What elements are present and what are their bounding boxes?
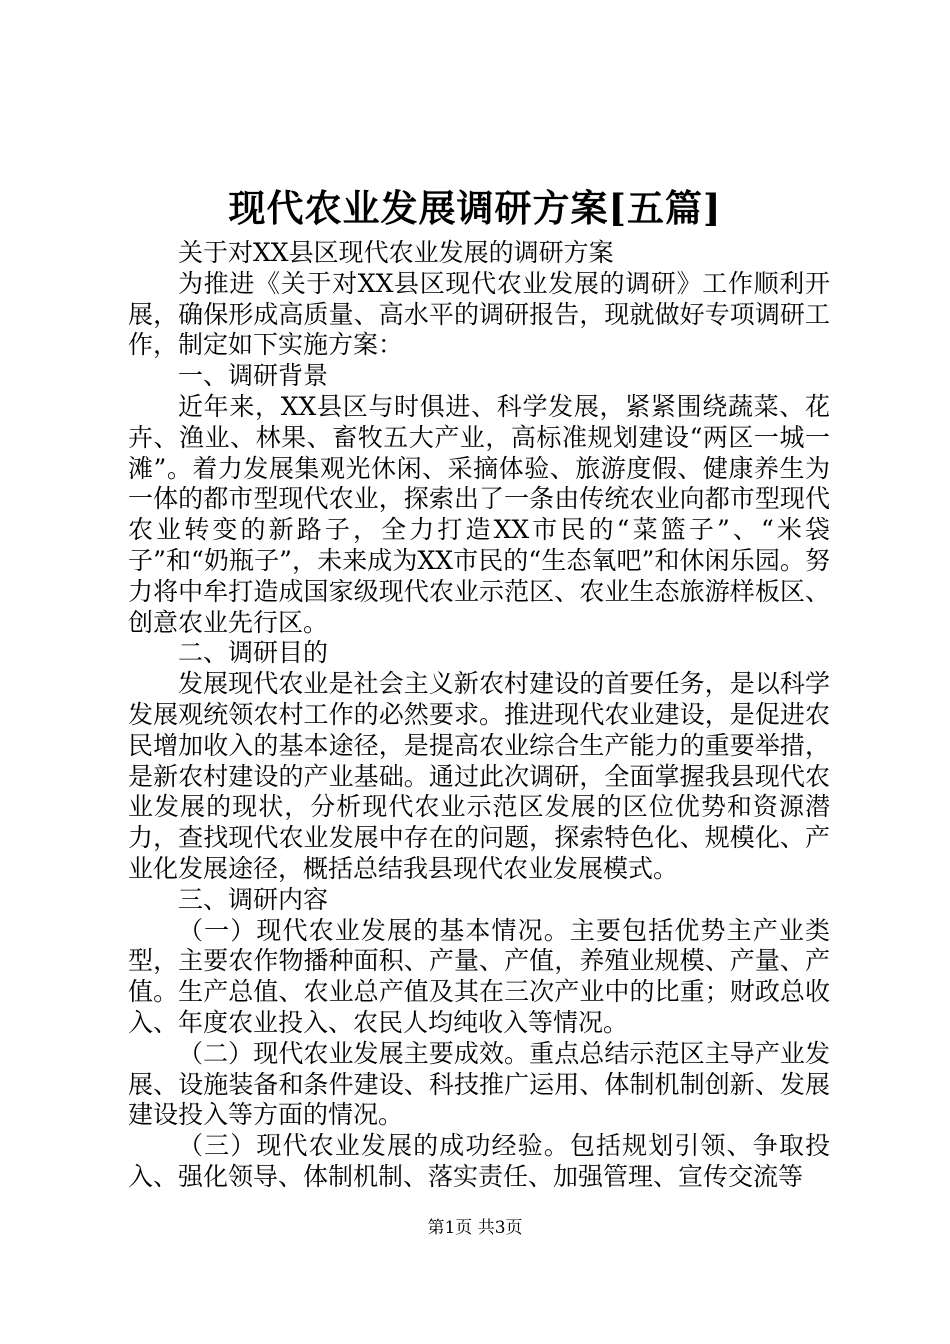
document-title: 现代农业发展调研方案[五篇] bbox=[228, 186, 722, 230]
section-heading-background: 一、调研背景 bbox=[178, 361, 329, 391]
paragraph-content-2: （二）现代农业发展主要成效。重点总结示范区主导产业发展、设施装备和条件建设、科技推广运用、体制机制创新、发展建设投入等方面的情况。 bbox=[128, 1038, 830, 1130]
paragraph-intro: 为推进《关于对XX县区现代农业发展的调研》工作顺利开展，确保形成高质量、高水平的调研报告，现就做好专项调研工作，制定如下实施方案： bbox=[128, 268, 830, 360]
paragraph-subtitle: 关于对XX县区现代农业发展的调研方案 bbox=[178, 238, 614, 267]
page-footer: 第1页 共3页 bbox=[427, 1218, 523, 1238]
paragraph-content-1: （一）现代农业发展的基本情况。主要包括优势主产业类型，主要农作物播种面积、产量、产值，养殖业规模、产量、产值。生产总值、农业总产值及其在三次产业中的比重；财政总收入、年度农业投入、农民人均纯收入等情况。 bbox=[128, 915, 830, 1037]
paragraph-purpose: 发展现代农业是社会主义新农村建设的首要任务，是以科学发展观统领农村工作的必然要求。推进现代农业建设，是促进农民增加收入的基本途径，是提高农业综合生产能力的重要举措，是新农村建设的产业基础。通过此次调研，全面掌握我县现代农业发展的现状，分析现代农业示范区发展的区位优势和资源潜力，查找现代农业发展中存在的问题，探索特色化、规模化、产业化发展途径，概括总结我县现代农业发展模式。 bbox=[128, 669, 830, 883]
section-heading-content: 三、调研内容 bbox=[178, 884, 329, 914]
document-body bbox=[128, 238, 830, 1193]
paragraph-background: 近年来，XX县区与时俱进、科学发展，紧紧围绕蔬菜、花卉、渔业、林果、畜牧五大产业，高标准规划建设“两区一城一滩”。着力发展集观光休闲、采摘体验、旅游度假、健康养生为一体的都市型现代农业，探索出了一条由传统农业向都市型现代农业转变的新路子，全力打造XX市民的“菜篮子”、“米袋子”和“奶瓶子”，未来成为XX市民的“生态氧吧”和休闲乐园。努力将中牟打造成国家级现代农业示范区、农业生态旅游样板区、创意农业先行区。 bbox=[128, 391, 830, 637]
paragraph-content-3: （三）现代农业发展的成功经验。包括规划引领、争取投入、强化领导、体制机制、落实责任、加强管理、宣传交流等 bbox=[128, 1131, 830, 1191]
section-heading-purpose: 二、调研目的 bbox=[178, 638, 329, 668]
